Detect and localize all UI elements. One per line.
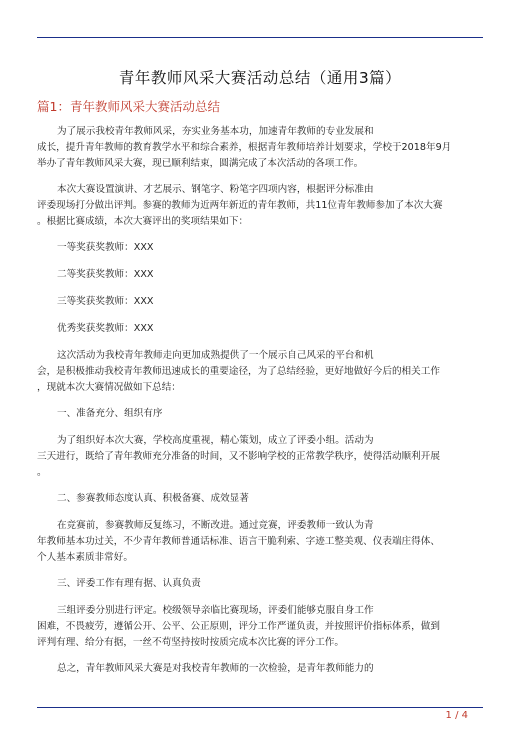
paragraph-1 bbox=[37, 124, 483, 172]
paragraph-6 bbox=[37, 603, 483, 651]
text-line: 。根据比赛成绩，本次大赛评出的奖项结果如下： bbox=[37, 216, 249, 227]
text-line: 举办了青年教师风采大赛，现已顺利结束，圆满完成了本次活动的各项工作。 bbox=[37, 158, 364, 169]
text-line: 评判有理、给分有据，一丝不苟坚持按时按质完成本次比赛的评分工作。 bbox=[37, 637, 344, 648]
subheading-2: 二、参赛教师态度认真、积极备赛、成效显著 bbox=[57, 493, 249, 504]
text-line: 为了展示我校青年教师风采，夯实业务基本功，加速青年教师的专业发展和 bbox=[57, 126, 374, 137]
text-line: 评委现场打分做出评判。参赛的教师为近两年新近的青年教师，共11位青年教师参加了本次大赛 bbox=[37, 200, 443, 211]
text-line: 成长，提升青年教师的教育教学水平和综合素养，根据青年教师培养计划要求，学校于2018年9月 bbox=[37, 142, 452, 153]
subheading-1: 一、准备充分、组织有序 bbox=[57, 408, 163, 419]
text-line: 三组评委分别进行评定。校级领导亲临比赛现场，评委们能够克服自身工作 bbox=[57, 605, 374, 616]
paragraph-7 bbox=[37, 661, 483, 677]
award-line: 优秀奖获奖教师：XXX bbox=[57, 323, 154, 334]
award-line: 三等奖获奖教师：XXX bbox=[57, 296, 154, 307]
section-title: 篇1：青年教师风采大赛活动总结 bbox=[37, 99, 220, 114]
paragraph-4 bbox=[37, 433, 483, 481]
header-rule bbox=[37, 37, 483, 38]
award-line: 二等奖获奖教师：XXX bbox=[57, 269, 154, 280]
text-line: 三天进行，既给了青年教师充分准备的时间，又不影响学校的正常教学秩序，使得活动顺利开展 bbox=[37, 451, 440, 462]
footer-rule bbox=[37, 707, 483, 708]
text-line: 为了组织好本次大赛，学校高度重视，精心策划，成立了评委小组。活动为 bbox=[57, 435, 374, 446]
text-line: 年教师基本功过关，不少青年教师普通话标准、语言干脆利索、字迹工整美观、仪表端庄得体、 bbox=[37, 536, 440, 547]
text-line: 总之，青年教师风采大赛是对我校青年教师的一次检验，是青年教师能力的 bbox=[57, 663, 374, 674]
award-line: 一等奖获奖教师：XXX bbox=[57, 242, 154, 253]
paragraph-3 bbox=[37, 348, 483, 396]
page-number: 1 / 4 bbox=[445, 710, 468, 721]
text-line: 。 bbox=[37, 467, 47, 478]
document-title: 青年教师风采大赛活动总结（通用3篇） bbox=[118, 69, 402, 87]
text-line: 这次活动为我校青年教师走向更加成熟提供了一个展示自己风采的平台和机 bbox=[57, 350, 374, 361]
text-line: 在竞赛前，参赛教师反复练习，不断改进。通过竞赛，评委教师一致认为青 bbox=[57, 520, 374, 531]
text-line: 困难，不畏疲劳，遵循公开、公平、公正原则，评分工作严谨负责，并按照评价指标体系，做到 bbox=[37, 621, 440, 632]
text-line: ，现就本次大赛情况做如下总结： bbox=[37, 382, 181, 393]
document-body bbox=[37, 124, 483, 687]
paragraph-2 bbox=[37, 182, 483, 230]
subheading-3: 三、评委工作有理有据、认真负责 bbox=[57, 578, 201, 589]
text-line: 个人基本素质非常好。 bbox=[37, 552, 133, 563]
text-line: 本次大赛设置演讲、才艺展示、钢笔字、粉笔字四项内容，根据评分标准由 bbox=[57, 184, 374, 195]
text-line: 会，是积极推动我校青年教师迅速成长的重要途径，为了总结经验，更好地做好今后的相关工作 bbox=[37, 366, 440, 377]
paragraph-5 bbox=[37, 518, 483, 566]
